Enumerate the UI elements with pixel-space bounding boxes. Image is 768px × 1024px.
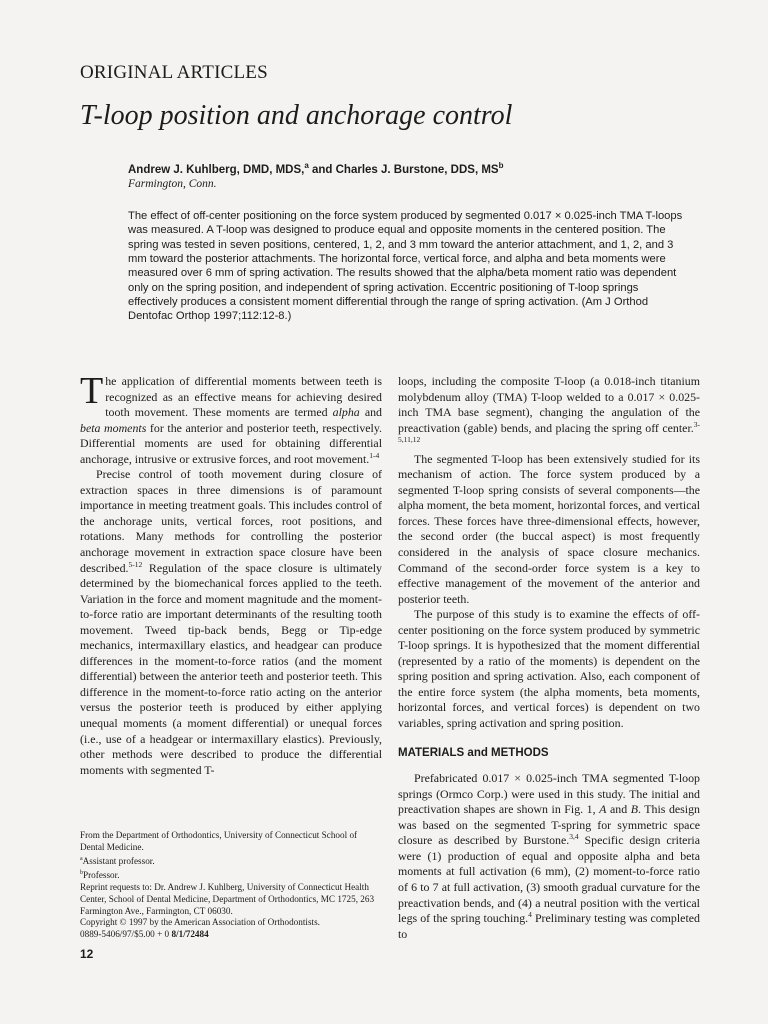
text-run: Prefabricated 0.017 × 0.025-inch TMA segmented T-loop springs (Ormco Corp.) were used in this study. The initial and preactivation shapes are shown in Fig. 1, — [398, 771, 700, 817]
footnote-reprint: Reprint requests to: Dr. Andrew J. Kuhlberg, University of Connecticut Health Center, School of Dental Medicine, Department of Orthodontics, MC 1725, 263 Farmington Ave., Farmington, CT 06030. — [80, 881, 375, 916]
footnote-text: Professor. — [83, 869, 120, 880]
footnote-copyright: Copyright © 1997 by the American Association of Orthodontists. — [80, 917, 320, 928]
affiliation: Farmington, Conn. — [128, 178, 217, 190]
text-run: and — [359, 405, 382, 420]
text-run: . This design was based on the segmented T-spring for symmetric space closure as described by Burstone. — [398, 802, 700, 848]
left-column — [80, 370, 382, 778]
section-heading-methods: MATERIALS and METHODS — [398, 746, 549, 759]
citation: 4 — [528, 910, 532, 920]
body-paragraph-2: The segmented T-loop has been extensively studied for its mechanism of action. The force system produced by a segmented T-loop spring consists of several components—the alpha moment, the beta moment, horizontal forces, and vertical forces. These forces have three-dimensional effects, however, the second order (the buccal aspect) is most frequently considered in the analysis of space closure mechanics. Command of the second-order force system is a key to effective management of the movement of the anterior and posterior teeth. — [398, 451, 700, 606]
text-run: Specific design criteria were (1) production of equal and opposite alpha and beta moments at full activation (6 mm), (2) moment-to-force ratio of 6 to 7 at full activation, (3) smooth gradual curvature for the preactivation bends, and (4) a neutral position with the vertical legs of the spring touching. — [398, 833, 700, 926]
right-column — [398, 374, 700, 942]
footnote-marker: a — [80, 855, 83, 862]
text-run: and — [606, 802, 631, 817]
citation: 5-12 — [128, 559, 143, 569]
footnote-code — [80, 929, 380, 941]
author-line — [128, 161, 503, 176]
author2-superscript: b — [498, 161, 504, 170]
footnotes — [80, 830, 380, 941]
figure-ref-a: A — [599, 802, 607, 817]
text-run: Precise control of tooth movement during closure of extraction spaces in three dimensions is of paramount importance in meeting treatment goals. This includes control of the anchorage units, vertical forces, root positions, and rotations. Many methods for controlling the posterior anchorage movement in extraction space closure have been described. — [80, 467, 382, 575]
article-title: T-loop position and anchorage control — [80, 100, 513, 131]
footnote-code-text: 0889-5406/97/$5.00 + 0 — [80, 929, 170, 940]
page-number: 12 — [80, 947, 94, 961]
text-run: Regulation of the space closure is ultimately determined by the biomechanical forces applied to the teeth. Variation in the force and moment magnitude and the moment-to-force ratio are important determinants of the resulting tooth movement. Tweed tip-back bends, Begg or Tip-edge mechanics, intermaxillary elastics, and headgear can produce differences in the moment-to-force ratios (and the moment differential) between the anterior teeth and posterior teeth. This difference in the moment-to-force ratio acting on the anterior versus the posterior teeth is produced by either applying unequal moments (a moment differential) or unequal forces (i.e., use of a headgear or intermaxillary elastics). Previously, other methods were described to produce the differential moments with segmented T- — [80, 560, 382, 777]
drop-cap: T — [80, 370, 104, 412]
abstract: The effect of off-center positioning on the force system produced by segmented 0.017 × 0.025-inch TMA T-loops was measured. A T-loop was designed to produce equal and opposite moments in the centered position. The spring was tested in seven positions, centered, 1, 2, and 3 mm toward the anterior attachment, and 1, 2, and 3 mm toward the posterior attachments. The horizontal force, vertical force, and alpha and beta moments were measured over 6 mm of spring activation. The results showed that the alpha/beta moment ratio was dependent only on the spring position, and independent of spring activation. Eccentric positioning of T-loop springs effectively produces a consistent moment differential through the range of spring activation. (Am J Orthod Dentofac Orthop 1997;112:12-8.) — [128, 210, 683, 323]
methods-paragraph-1 — [398, 771, 700, 942]
footnote-marker: b — [80, 869, 83, 876]
authors-text: Andrew J. Kuhlberg, DMD, MDS, — [128, 163, 305, 176]
alpha-term: alpha — [332, 405, 360, 420]
beta-term: beta moments — [80, 420, 147, 435]
figure-ref-b: B — [630, 802, 638, 817]
footnote-a — [80, 854, 380, 868]
authors-and-text: and Charles J. Burstone, DDS, MS — [308, 163, 499, 176]
text-run: loops, including the composite T-loop (a 0.018-inch titanium molybdenum alloy (TMA) T-loop welded to a 0.017 × 0.025-inch TMA base segment), changing the angulation of the preactivation (gable) bends, and placing the spring off center. — [398, 374, 700, 435]
citation: 3-5,11,12 — [398, 419, 700, 445]
section-label: ORIGINAL ARTICLES — [80, 62, 268, 83]
citation: 1-4 — [369, 450, 380, 460]
footnote-text: Assistant professor. — [82, 855, 155, 866]
intro-paragraph-2 — [80, 467, 382, 778]
text-run: for the anterior and posterior teeth, respectively. Differential moments are used for obtaining differential anchorage, intrusive or extrusive forces, and root movement. — [80, 420, 382, 466]
text-run: he application of differential moments between teeth is recognized as an effective means for achieving desired tooth movement. These moments are termed — [105, 374, 382, 420]
author1-superscript: a — [304, 161, 309, 170]
intro-paragraph-1 — [80, 370, 382, 467]
footnote-from: From the Department of Orthodontics, University of Connecticut School of Dental Medicine. — [80, 830, 358, 852]
body-paragraph-3: The purpose of this study is to examine the effects of off-center positioning on the force system produced by symmetric T-loop springs. It is hypothesized that the moment differential (represented by a ratio of the moments) is dependent on the spring position and spring activation. Also, each component of the entire force system (the alpha moments, beta moments, horizontal forces, and vertical forces) is dependent on two variables, spring activation and spring position. — [398, 607, 700, 731]
text-run: Preliminary testing was completed to — [398, 911, 700, 941]
body-paragraph-1 — [398, 374, 700, 452]
citation: 3,4 — [569, 832, 579, 842]
footnote-code-bold: 8/1/72484 — [171, 929, 209, 940]
footnote-b — [80, 868, 380, 882]
